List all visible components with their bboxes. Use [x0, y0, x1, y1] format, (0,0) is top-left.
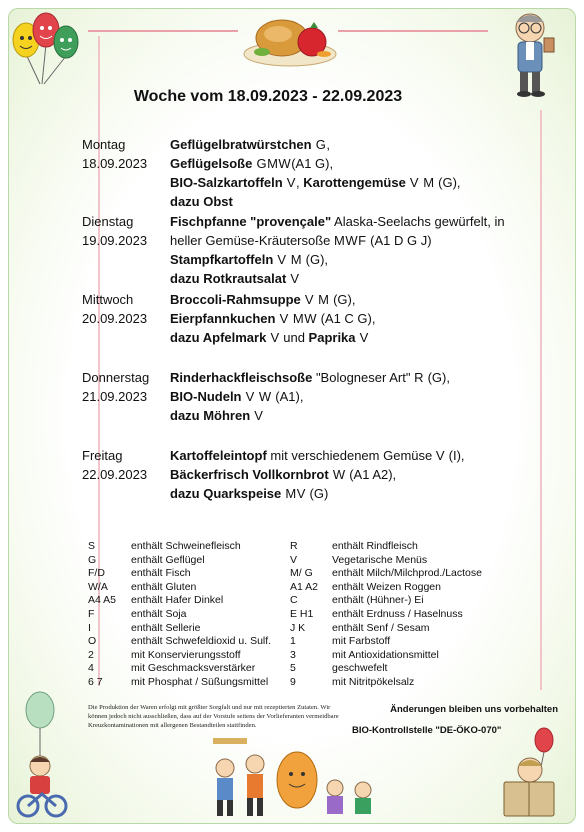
legend-row	[88, 635, 298, 649]
legend-code: F/D	[88, 567, 105, 580]
legend-code: O	[88, 635, 97, 648]
allergen-code: MWF	[334, 233, 367, 248]
legend-code: 2	[88, 648, 94, 661]
menu-text: und	[279, 330, 309, 345]
menu-text: (I),	[445, 448, 465, 463]
dish-name: dazu Apfelmark	[170, 330, 267, 345]
dish-name: dazu Quarkspeise	[170, 486, 282, 501]
menu-line	[170, 368, 530, 387]
allergen-code: R	[414, 370, 424, 385]
legend-row	[290, 676, 530, 690]
legend-text: mit Nitritpökelsalz	[332, 675, 415, 688]
menu-text: (A1 D G J)	[366, 233, 432, 248]
dish-name: Geflügelbratwürstchen	[170, 137, 312, 152]
reading-boy-icon	[490, 726, 570, 822]
top-rule-left	[88, 30, 238, 32]
day-menu-2	[170, 290, 530, 347]
legend-text: mit Geschmacksverstärker	[131, 662, 256, 675]
legend-code: 5	[290, 662, 296, 675]
allergen-code: V	[286, 271, 300, 286]
legend-text: enthält Geflügel	[131, 553, 205, 566]
allergen-code: V	[266, 330, 280, 345]
legend-row	[290, 581, 530, 595]
legend-code: R	[290, 540, 298, 552]
day-label-2	[82, 290, 147, 328]
menu-text: (G),	[302, 252, 329, 267]
menu-line	[170, 290, 530, 309]
menu-line	[170, 192, 530, 211]
menu-line	[170, 328, 530, 347]
legend-row	[290, 540, 530, 554]
day-menu-3	[170, 368, 530, 425]
day-label-4	[82, 446, 147, 484]
legend-code: W/A	[88, 580, 108, 593]
legend-text: Vegetarische Menüs	[332, 553, 428, 566]
dish-name: Kartoffeleintopf	[170, 448, 267, 463]
day-menu-1	[170, 212, 530, 288]
balloon-boy-icon	[10, 690, 80, 820]
allergen-code: V	[282, 175, 296, 190]
legend-text: enthält Sellerie	[131, 621, 201, 634]
legend-text: enthält Hafer Dinkel	[131, 594, 224, 607]
legend-row	[88, 622, 298, 636]
legend-row	[88, 567, 298, 581]
day-label-1	[82, 212, 147, 250]
menu-line	[170, 269, 530, 288]
menu-text: mit verschiedenem Gemüse	[266, 448, 436, 463]
menu-text: Alaska-Seelachs gewürfelt, in	[331, 214, 505, 229]
changes-note: Änderungen bleiben uns vorbehalten	[390, 704, 558, 715]
menu-text: "Bologneser Art"	[312, 370, 415, 385]
dish-name: BIO-Salzkartoffeln	[170, 175, 283, 190]
food-platter-icon	[240, 4, 340, 68]
allergen-code: W	[328, 467, 346, 482]
allergen-code: V	[250, 408, 264, 423]
legend-text: enthält Schwefeldioxid u. Sulf.	[131, 635, 272, 648]
legend-row	[290, 594, 530, 608]
legend-text: mit Antioxidationsmittel	[332, 648, 439, 661]
allergen-code: V M	[273, 252, 303, 267]
menu-line	[170, 250, 530, 269]
legend-code: 4	[88, 662, 94, 675]
legend-row	[88, 581, 298, 595]
dish-name: Eierpfannkuchen	[170, 311, 276, 326]
allergen-code: GMW	[252, 156, 292, 171]
dish-name: Broccoli-Rahmsuppe	[170, 292, 301, 307]
legend-text: enthält Erdnuss / Haselnuss	[332, 607, 463, 620]
legend-left	[88, 540, 298, 690]
menu-line	[170, 484, 530, 503]
legend-row	[88, 554, 298, 568]
legend-text: geschwefelt	[332, 662, 388, 675]
dish-name: Stampfkartoffeln	[170, 252, 274, 267]
legend-code: G	[88, 553, 97, 566]
legend-row	[88, 608, 298, 622]
page-title: Woche vom 18.09.2023 - 22.09.2023	[133, 88, 403, 105]
menu-line	[170, 309, 530, 328]
menu-text: (A1 A2),	[345, 467, 397, 482]
menu-line	[170, 387, 530, 406]
legend-text: enthält Rindfleisch	[332, 540, 418, 552]
legend-text: mit Konservierungsstoff	[131, 648, 241, 661]
legend-code: S	[88, 540, 96, 552]
dish-name: Geflügelsoße	[170, 156, 253, 171]
legend-row	[88, 540, 298, 554]
dish-name: BIO-Nudeln	[170, 389, 242, 404]
legend-text: enthält Schweinefleisch	[131, 540, 241, 552]
dish-name: dazu Rotkrautsalat	[170, 271, 287, 286]
kontrollstelle: BIO-Kontrollstelle "DE-ÖKO-070"	[352, 725, 502, 736]
menu-text: (G),	[423, 370, 450, 385]
allergen-code: G	[311, 137, 327, 152]
menu-line	[170, 135, 530, 154]
day-date: 21.09.2023	[82, 389, 148, 404]
allergen-code: MV	[281, 486, 306, 501]
menu-line	[170, 465, 530, 484]
legend-row	[88, 649, 298, 663]
legend-row	[290, 622, 530, 636]
legend-text: enthält (Hühner-) Ei	[332, 594, 424, 607]
legend-text: enthält Soja	[131, 607, 187, 620]
dish-name: Karottengemüse	[303, 175, 406, 190]
menu-line	[170, 406, 530, 425]
legend-row	[290, 649, 530, 663]
allergen-code: V MW	[275, 311, 317, 326]
legend-text: enthält Milch/Milchprod./Lactose	[332, 567, 482, 580]
menu-line	[170, 212, 530, 231]
legend-text: enthält Fisch	[131, 567, 191, 580]
menu-text: (A1 G),	[291, 156, 334, 171]
legend-code: I	[88, 621, 91, 634]
legend-code: F	[88, 607, 95, 620]
allergen-code: V M	[300, 292, 330, 307]
day-date: 19.09.2023	[82, 233, 148, 248]
legend-right	[290, 540, 530, 690]
dish-name: Fischpfanne "provençale"	[170, 214, 332, 229]
dish-name: dazu Möhren	[170, 408, 251, 423]
kids-egg-icon	[205, 728, 385, 822]
menu-text: (G),	[329, 292, 356, 307]
day-date: 18.09.2023	[82, 156, 148, 171]
dish-name: Rinderhackfleischsoße	[170, 370, 313, 385]
legend-row	[290, 554, 530, 568]
legend-text: enthält Senf / Sesam	[332, 621, 430, 634]
day-label-0	[82, 135, 147, 173]
legend-code: E H1	[290, 607, 314, 620]
legend-code: C	[290, 594, 298, 607]
professor-icon	[500, 8, 564, 100]
allergen-code: V M	[405, 175, 435, 190]
legend-text: mit Phosphat / Süßungsmittel	[131, 675, 269, 688]
disclaimer: Die Produktion der Waren erfolgt mit größter Sorgfalt und nur mit rezeptierten Zutaten. Wir können jedoch nicht ausschließen, dass auf der Vorstufe seitens der Vorlieferanten vermeidbare Kreuzkontaminationen mit allergenen Bestandteilen stattfinden.	[88, 704, 339, 729]
day-date: 22.09.2023	[82, 467, 148, 482]
menu-text: (G),	[434, 175, 461, 190]
menu-text: heller Gemüse-Kräutersoße	[170, 233, 335, 248]
menu-line	[170, 231, 530, 250]
legend-row	[88, 662, 298, 676]
day-name: Mittwoch	[82, 292, 134, 307]
legend-code: 9	[290, 675, 296, 688]
menu-line	[170, 154, 530, 173]
legend-row	[290, 635, 530, 649]
legend-text: mit Farbstoff	[332, 635, 391, 648]
day-label-3	[82, 368, 149, 406]
legend-code: A4 A5	[88, 594, 117, 607]
menu-text: ,	[326, 137, 330, 152]
allergen-code: V	[355, 330, 369, 345]
allergen-code: V W	[241, 389, 272, 404]
day-date: 20.09.2023	[82, 311, 148, 326]
legend-code: A1 A2	[290, 580, 319, 593]
legend-text: enthält Gluten	[131, 580, 197, 593]
legend-row	[290, 662, 530, 676]
allergen-code: V	[435, 448, 446, 463]
legend-text: enthält Weizen Roggen	[332, 580, 441, 593]
dish-name: dazu Obst	[170, 194, 233, 209]
top-rule-right	[338, 30, 488, 32]
legend-code: 1	[290, 635, 296, 648]
legend-row	[290, 608, 530, 622]
legend-code: 6 7	[88, 675, 103, 688]
day-menu-0	[170, 135, 530, 211]
menu-text: (A1),	[271, 389, 304, 404]
dish-name: Paprika	[308, 330, 356, 345]
legend-code: M/ G	[290, 567, 313, 580]
menu-line	[170, 446, 530, 465]
day-name: Donnerstag	[82, 370, 150, 385]
legend-code: 3	[290, 648, 296, 661]
balloon-faces-icon	[6, 6, 86, 86]
menu-text: (A1 C G),	[316, 311, 376, 326]
legend-row	[88, 676, 298, 690]
day-name: Freitag	[82, 448, 123, 463]
legend-row	[88, 594, 298, 608]
menu-line	[170, 173, 530, 192]
legend-row	[290, 567, 530, 581]
day-name: Montag	[82, 137, 126, 152]
day-name: Dienstag	[82, 214, 134, 229]
day-menu-4	[170, 446, 530, 503]
legend-code: V	[290, 553, 298, 566]
legend-code: J K	[290, 621, 306, 634]
menu-text: ,	[295, 175, 304, 190]
menu-text: (G)	[305, 486, 329, 501]
side-rule-right	[540, 110, 542, 690]
dish-name: Bäckerfrisch Vollkornbrot	[170, 467, 329, 482]
